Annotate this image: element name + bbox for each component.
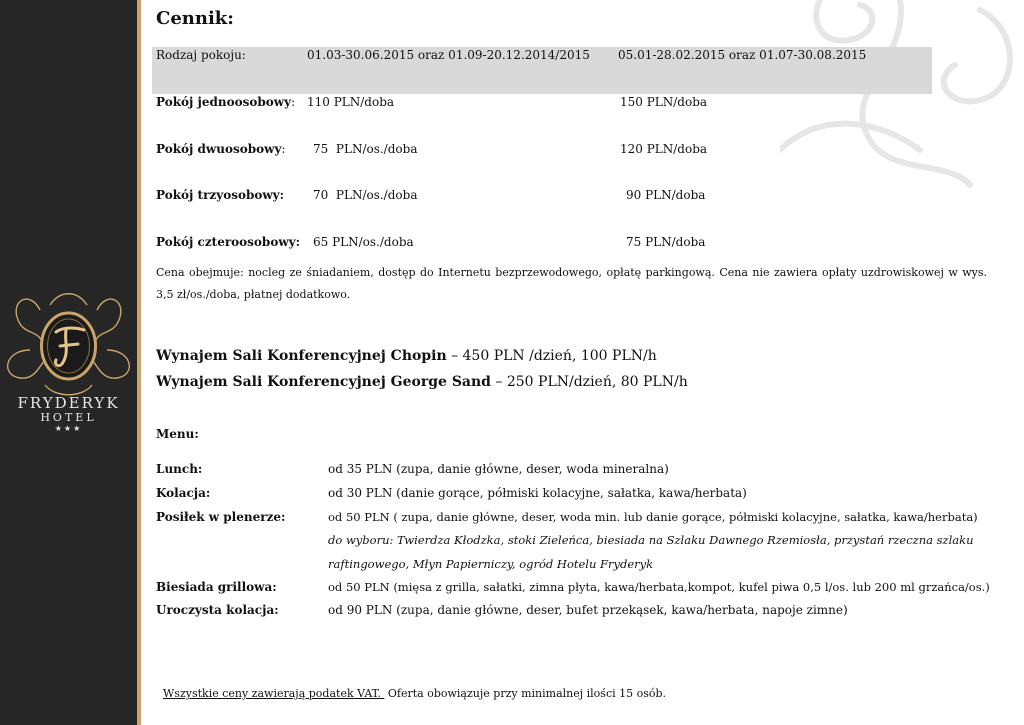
footer-offer: Oferta obowiązuje przy minimalnej ilości 15 osób. <box>384 687 667 700</box>
room-suffix: : <box>291 95 296 109</box>
footer-note <box>156 674 666 700</box>
hall-price: – 450 PLN /dzień, 100 PLN/h <box>446 348 657 364</box>
menu-label-dinner: Kolacja: <box>156 486 211 500</box>
table-header-room-type: Rodzaj pokoju: <box>156 48 246 62</box>
price-season-1: 65 PLN/os./doba <box>313 235 414 249</box>
price-season-1: 70 PLN/os./doba <box>313 188 418 202</box>
logo-stars: ★★★ <box>54 424 83 433</box>
menu-desc-dinner: od 30 PLN (danie gorące, półmiski kolacyjne, sałatka, kawa/herbata) <box>328 486 747 500</box>
menu-desc-lunch: od 35 PLN (zupa, danie główne, deser, woda mineralna) <box>328 462 669 476</box>
menu-outdoor-options-line1: do wyboru: Twierdza Kłodzka, stoki Zieleńca, biesiada na Szlaku Dawnego Rzemiosła, przystań rzeczna szlaku <box>328 533 974 547</box>
menu-desc-gala-dinner: od 90 PLN (zupa, danie główne, deser, bufet przekąsek, kawa/herbata, napoje zimne) <box>328 603 848 617</box>
table-header-season-2: 05.01-28.02.2015 oraz 01.07-30.08.2015 <box>618 48 867 62</box>
room-name: Pokój czteroosobowy: <box>156 235 301 249</box>
price-season-1: 110 PLN/doba <box>307 95 395 109</box>
logo-wordmark: FRYDERYK <box>17 394 120 412</box>
price-season-1: 75 PLN/os./doba <box>313 142 418 156</box>
hall-chopin <box>156 348 657 364</box>
menu-label-outdoor: Posiłek w plenerze: <box>156 510 286 524</box>
menu-outdoor-options-line2: raftingowego, Młyn Papierniczy, ogród Hotelu Fryderyk <box>328 557 654 571</box>
table-header-season-1: 01.03-30.06.2015 oraz 01.09-20.12.2014/2015 <box>307 48 590 62</box>
table-row <box>156 142 286 156</box>
table-row <box>156 188 284 202</box>
logo-subtitle: HOTEL <box>40 411 97 424</box>
page-title: Cennik: <box>156 8 234 29</box>
room-name: Pokój jednoosobowy <box>156 95 292 109</box>
room-name: Pokój trzyosobowy: <box>156 188 285 202</box>
hall-price: – 250 PLN/dzień, 80 PLN/h <box>490 374 688 390</box>
menu-heading: Menu: <box>156 427 199 441</box>
menu-label-grill: Biesiada grillowa: <box>156 580 277 594</box>
table-row <box>156 95 295 109</box>
hall-george-sand <box>156 374 688 390</box>
menu-desc-outdoor: od 50 PLN ( zupa, danie główne, deser, woda min. lub danie gorące, półmiski kolacyjne, sałatka, kawa/herbata) <box>328 510 978 524</box>
price-season-2: 75 PLN/doba <box>626 235 706 249</box>
gold-divider <box>137 0 141 725</box>
hall-name: Wynajem Sali Konferencyjnej Chopin <box>156 348 447 364</box>
footer-vat: Wszystkie ceny zawierają podatek VAT. <box>163 687 385 700</box>
menu-label-gala-dinner: Uroczysta kolacja: <box>156 603 279 617</box>
decorative-swirl <box>780 0 1024 200</box>
room-suffix: : <box>281 142 286 156</box>
price-season-2: 150 PLN/doba <box>620 95 708 109</box>
price-season-2: 90 PLN/doba <box>626 188 706 202</box>
hall-name: Wynajem Sali Konferencyjnej George Sand <box>156 374 491 390</box>
price-season-2: 120 PLN/doba <box>620 142 708 156</box>
room-name: Pokój dwuosobowy <box>156 142 282 156</box>
menu-desc-grill: od 50 PLN (mięsa z grilla, sałatki, zimna płyta, kawa/herbata,kompot, kufel piwa 0,5 l/os. lub 200 ml grzańca/os.) <box>328 580 990 594</box>
menu-label-lunch: Lunch: <box>156 462 203 476</box>
table-row <box>156 235 300 249</box>
price-note: Cena obejmuje: nocleg ze śniadaniem, dostęp do Internetu bezprzewodowego, opłatę parkingową. Cena nie zawiera opłaty uzdrowiskowej w wys. 3,5 zł/os./doba, płatnej dodatkowo. <box>156 266 987 301</box>
